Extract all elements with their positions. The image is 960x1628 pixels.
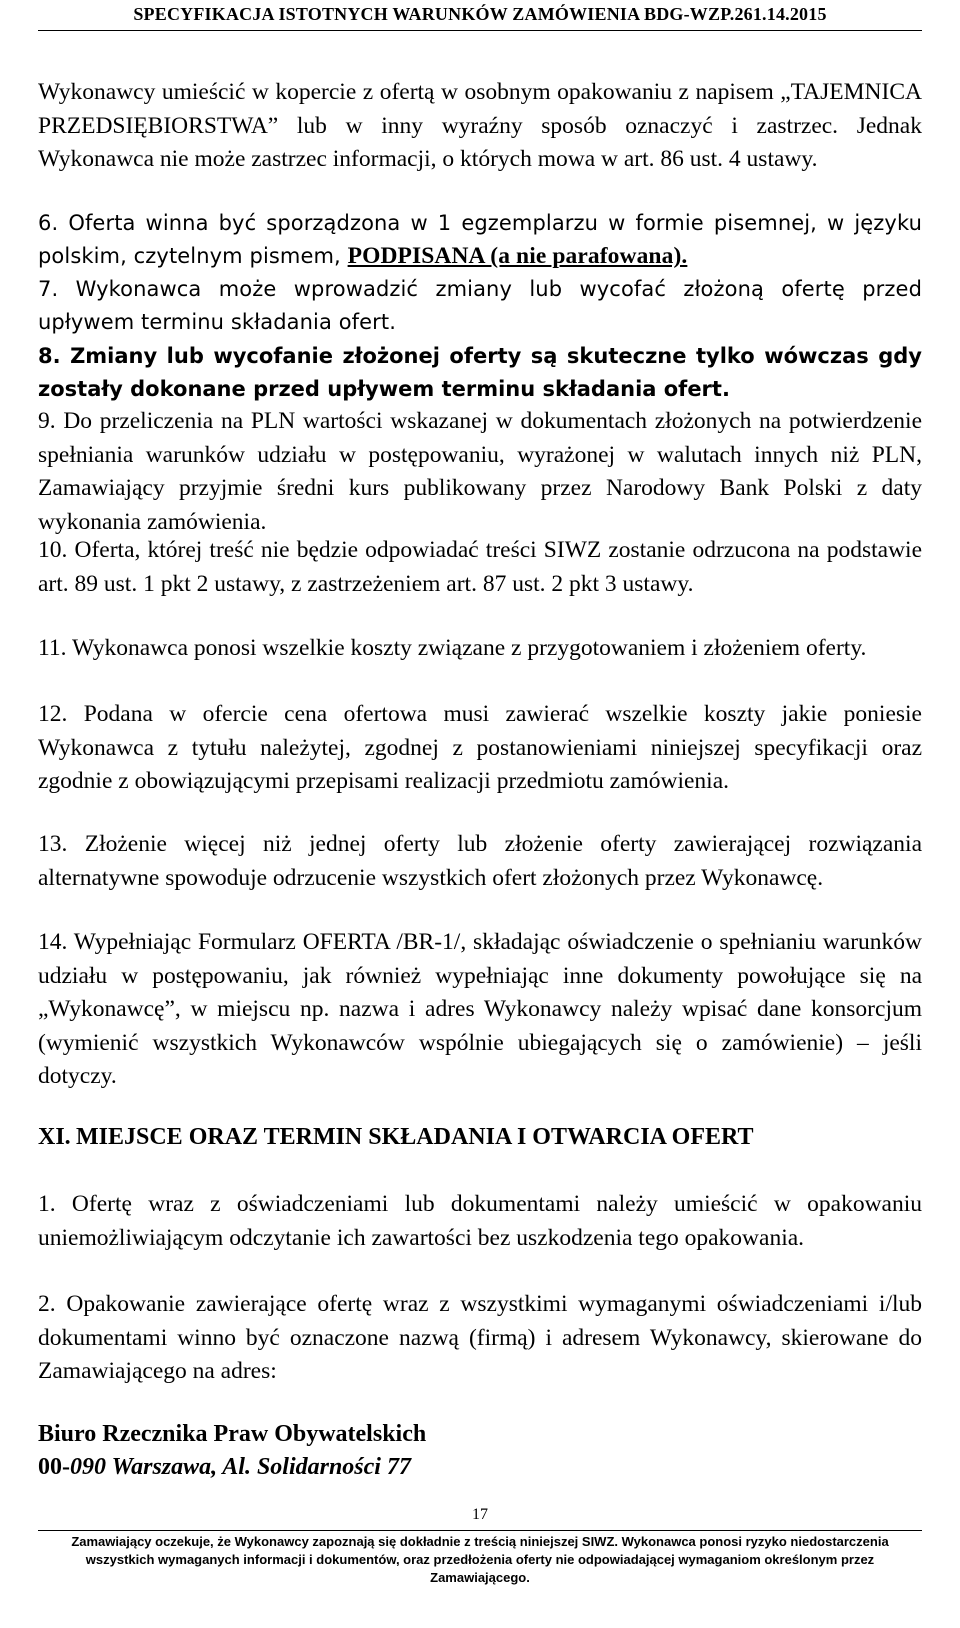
page-footer: Zamawiający oczekuje, że Wykonawcy zapoznają się dokładnie z treścią niniejszej SIWZ. Wykonawca ponosi ryzyko niedostarczenia wszystkich wymaganych informacji i dokumentów, oraz przedłożenia oferty nie odpowiadającej wymaganiom określonym przez Zamawiającego. <box>71 1534 889 1585</box>
item-text: Oferta winna być sporządzona w 1 egzemplarzu w formie pisemnej, w języku polskim, czytelnym pismem, <box>38 211 922 268</box>
section-item-2 <box>38 1288 922 1389</box>
intro-paragraph: Wykonawcy umieścić w kopercie z ofertą w osobnym opakowaniu z napisem „TAJEMNICA PRZEDSIĘBIORSTWA” lub w inny wyraźny sposób oznaczyć i zastrzec. Jednak Wykonawca nie może zastrzec informacji, o których mowa w art. 86 ust. 4 ustawy. <box>38 79 922 172</box>
page-number: 17 <box>472 1506 488 1523</box>
item-number: 10. <box>38 537 68 563</box>
section-number: XI. <box>38 1124 71 1150</box>
page-header: SPECYFIKACJA ISTOTNYCH WARUNKÓW ZAMÓWIENIA BDG-WZP.261.14.2015 <box>133 4 827 24</box>
address-line <box>38 1451 922 1484</box>
item-number: 7. <box>38 277 59 301</box>
list-item-6 <box>38 207 922 273</box>
list-item-14 <box>38 926 922 1094</box>
item-text: Ofertę wraz z oświadczeniami lub dokumentami należy umieścić w opakowaniu uniemożliwiającym odczytanie ich zawartości bez uszkodzenia tego opakowania. <box>38 1191 922 1251</box>
address-postcode-prefix: 00- <box>38 1454 70 1480</box>
item-text: Złożenie więcej niż jednej oferty lub złożenie oferty zawierającej rozwiązania alternatywne spowoduje odrzucenie wszystkich ofert złożonych przez Wykonawcę. <box>38 831 922 891</box>
item-text: Wykonawca ponosi wszelkie koszty związane z przygotowaniem i złożeniem oferty. <box>71 635 867 661</box>
item-number: 2. <box>38 1291 56 1317</box>
item-number: 14. <box>38 929 68 955</box>
list-item-11 <box>38 632 922 666</box>
item-number: 9. <box>38 408 56 434</box>
address-block <box>38 1418 922 1484</box>
footer-divider <box>38 1530 922 1531</box>
list-item-8 <box>38 340 922 406</box>
item-number: 11. <box>38 635 67 661</box>
item-text: Wykonawca może wprowadzić zmiany lub wycofać złożoną ofertę przed upływem terminu składania ofert. <box>38 277 922 334</box>
list-item-10 <box>38 534 922 601</box>
item-number: 13. <box>38 831 68 857</box>
item-text: Zmiany lub wycofanie złożonej oferty są skuteczne tylko wówczas gdy zostały dokonane przed upływem terminu składania ofert. <box>38 344 922 401</box>
item-text: Wypełniając Formularz OFERTA /BR-1/, składając oświadczenie o spełnianiu warunków udziału w postępowaniu, jak również wypełniając inne dokumenty powołujące się na „Wykonawcę”, w miejscu np. nazwa i adres Wykonawcy należy wpisać dane konsorcjum (wymienić wszystkich Wykonawców wspólnie ubiegających się o zamówienie) – jeśli dotyczy. <box>38 929 922 1089</box>
item-text: Oferta, której treść nie będzie odpowiadać treści SIWZ zostanie odrzucona na podstawie art. 89 ust. 1 pkt 2 ustawy, z zastrzeżeniem art. 87 ust. 2 pkt 3 ustawy. <box>38 537 923 597</box>
item-text: Opakowanie zawierające ofertę wraz z wszystkimi wymaganymi oświadczeniami i/lub dokumentami winno być oznaczone nazwą (firmą) i adresem Wykonawcy, skierowane do Zamawiającego na adres: <box>38 1291 922 1384</box>
item-number: 12. <box>38 701 68 727</box>
item-text: Do przeliczenia na PLN wartości wskazanej w dokumentach złożonych na potwierdzenie spełniania warunków udziału w postępowaniu, wyrażonej w walutach innych niż PLN, Zamawiający przyjmie średni kurs publikowany przez Narodowy Bank Polski z daty wykonania zamówienia. <box>38 408 922 535</box>
header-divider <box>38 30 922 31</box>
item-emphasis: PODPISANA (a nie parafowana). <box>347 243 688 269</box>
item-number: 6. <box>38 211 59 235</box>
list-item-12 <box>38 698 922 799</box>
item-number: 1. <box>38 1191 56 1217</box>
list-item-13 <box>38 828 922 895</box>
list-item-9 <box>38 405 922 539</box>
section-title: MIEJSCE ORAZ TERMIN SKŁADANIA I OTWARCIA OFERT <box>76 1124 754 1150</box>
item-number: 8. <box>38 344 61 368</box>
section-item-1 <box>38 1188 922 1255</box>
list-item-7 <box>38 273 922 339</box>
item-text: Podana w ofercie cena ofertowa musi zawierać wszelkie koszty jakie poniesie Wykonawca z tytułu należytej, zgodnej z postanowieniami niniejszej specyfikacji oraz zgodnie z obowiązującymi przepisami realizacji przedmiotu zamówienia. <box>38 701 922 794</box>
address-city: 090 Warszawa, Al. Solidarności 77 <box>70 1454 411 1480</box>
address-name: Biuro Rzecznika Praw Obywatelskich <box>38 1421 427 1447</box>
